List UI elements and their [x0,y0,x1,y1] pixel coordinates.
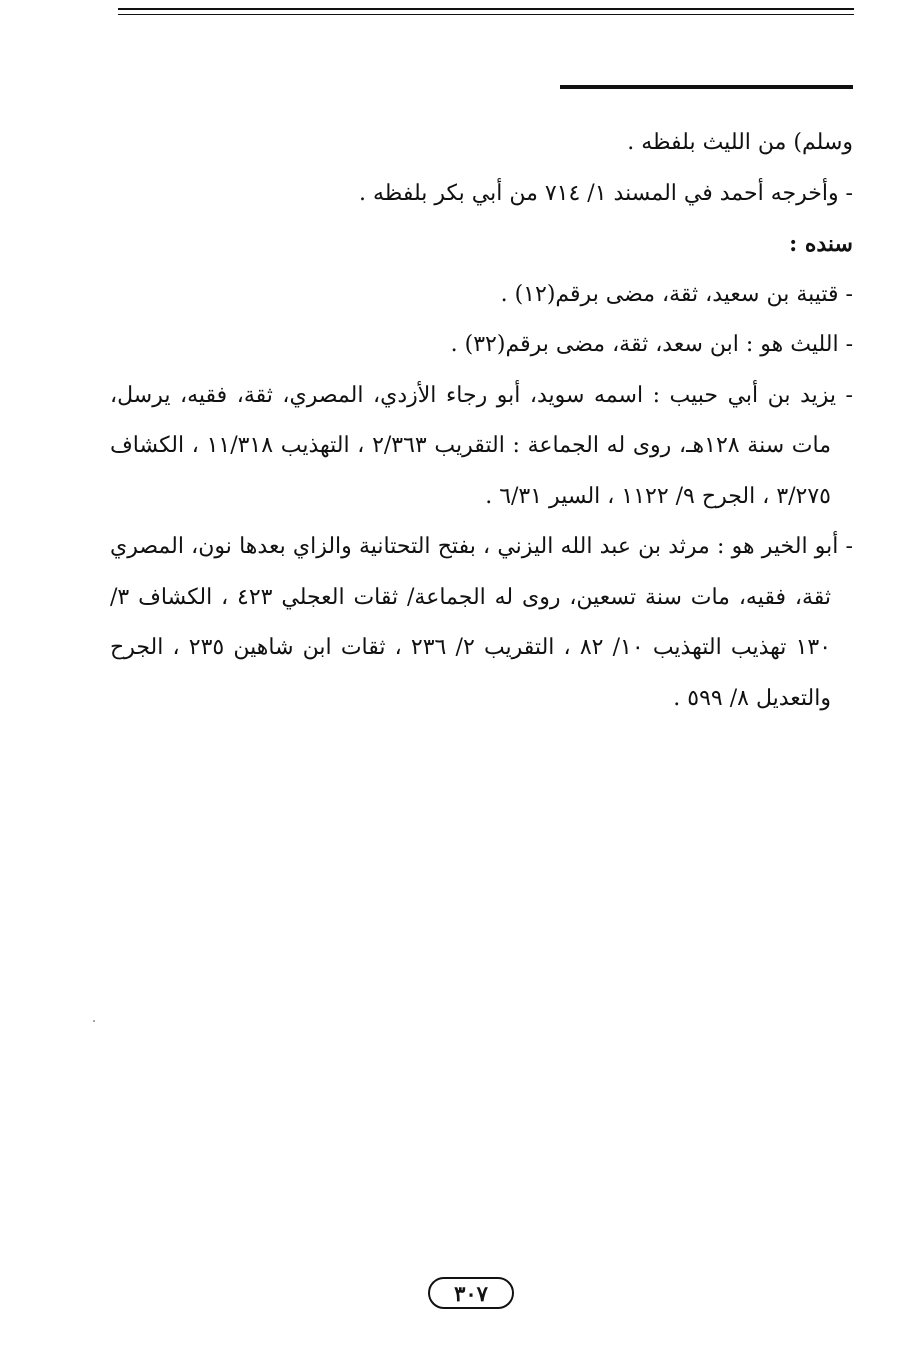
narrator-entry: - قتيبة بن سعيد، ثقة، مضى برقم(١٢) . [500,281,853,307]
top-border-rule [118,8,854,10]
section-heading: سنده : [789,231,853,257]
page-body [110,118,853,724]
narrator-entry: - يزيد بن أبي حبيب : اسمه سويد، أبو رجاء الأزدي، المصري، ثقة، فقيه، يرسل، مات سنة ١٢٨هـ، روى له الجماعة : التقريب ٢/٣٦٣ ، التهذيب ١١/٣١٨ ، الكشاف ٣/٢٧٥ ، الجرح ٩/ ١١٢٢ ، السير ٦/٣١ . [110,382,853,509]
narrator-entry: - أبو الخير هو : مرثد بن عبد الله اليزني ، بفتح التحتانية والزاي بعدها نون، المصري ثقة، فقيه، مات سنة تسعين، روى له الجماعة/ ثقات العجلي ٤٢٣ ، الكشاف ٣/ ١٣٠ تهذيب التهذيب ١٠/ ٨٢ ، التقريب ٢/ ٢٣٦ ، ثقات ابن شاهين ٢٣٥ ، الجرح والتعديل ٨/ ٥٩٩ . [110,534,853,711]
section-divider [560,85,853,89]
page-number-frame [428,1277,514,1309]
text-line: - وأخرجه أحمد في المسند ١/ ٧١٤ من أبي بكر بلفظه . [359,180,853,206]
scan-speck [93,1020,95,1022]
top-border-rule-thin [118,14,854,15]
page-number: ٣٠٧ [454,1280,488,1306]
narrator-entry: - الليث هو : ابن سعد، ثقة، مضى برقم(٣٢) . [450,332,853,357]
text-line: وسلم) من الليث بلفظه . [627,130,853,155]
